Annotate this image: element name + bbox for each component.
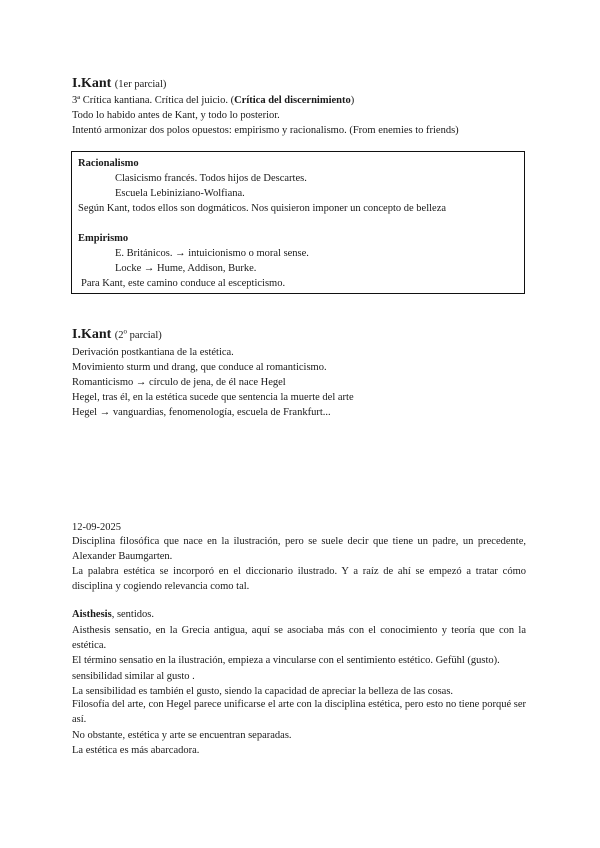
section3-line8: No obstante, estética y arte se encuentran separadas. [72, 730, 292, 741]
empirismo-title [78, 232, 128, 245]
section2-subtitle [114, 327, 162, 341]
section3-date: 12-09-2025 [72, 522, 121, 533]
racionalismo-title [78, 157, 139, 170]
section1-line1-bold: Crítica del discernimiento [234, 95, 351, 106]
empirismo-note: Para Kant, este camino conduce al escepticismo. [81, 278, 286, 289]
section2-line3: Romanticismo → círculo de jena, de él nace Hegel [72, 377, 286, 388]
aisthesis-line [72, 608, 154, 621]
section1-title: I.Kant [72, 76, 112, 91]
section1-line2: Todo lo habido antes de Kant, y todo lo posterior. [72, 110, 280, 121]
section3-para2: La palabra estética se incorporó en el diccionario ilustrado. Y a raíz de ahí se empezó a tratar cómo disciplina y cogiendo relevancia como tal. [72, 566, 526, 592]
section3-para4: El término sensatio en la ilustración, empieza a vincularse con el sentimiento estético. Gefühl (gusto). [72, 655, 500, 666]
section2-title: I.Kant [72, 327, 112, 342]
racionalismo-item2: Escuela Lebiniziano-Wolfiana. [115, 188, 245, 199]
section2-line1: Derivación postkantiana de la estética. [72, 347, 234, 358]
section3-line5: sensibilidad similar al gusto . [72, 671, 195, 682]
racionalismo-title-text: Racionalismo [78, 158, 139, 169]
empirismo-item2: Locke → Hume, Addison, Burke. [115, 263, 257, 274]
section1-line1-text: 3ª Crítica kantiana. Crítica del juicio. ( [72, 95, 235, 106]
aisthesis-bold: Aisthesis [72, 609, 112, 620]
section1-subtitle: (1er parcial) [114, 79, 167, 90]
racionalismo-note: Según Kant, todos ellos son dogmáticos. Nos quisieron imponer un concepto de belleza [78, 203, 447, 214]
aisthesis-rest: , sentidos. [111, 609, 154, 620]
section2-subtitle-post: parcial) [127, 330, 162, 341]
section3-para3: Aisthesis sensatio, en la Grecia antigua, aquí se asociaba más con el conocimiento y teoría que con la estética. [72, 625, 526, 651]
empirismo-item1: E. Británicos. → intuicionismo o moral sense. [115, 248, 309, 259]
section2-subtitle-sup: o [123, 327, 128, 336]
empirismo-title-text: Empirismo [78, 233, 129, 244]
section2-line5: Hegel → vanguardias, fenomenología, escuela de Frankfurt... [72, 407, 331, 418]
section3-line6: La sensibilidad es también el gusto, siendo la capacidad de apreciar la belleza de las cosas. [72, 686, 454, 697]
section2-line2: Movimiento sturm und drang, que conduce al romanticismo. [72, 362, 327, 373]
section2-heading [72, 326, 162, 344]
section1-line1-close: ) [350, 95, 355, 106]
summary-box [71, 151, 525, 294]
section1-line1 [72, 94, 354, 107]
section3-line9: La estética es más abarcadora. [72, 745, 200, 756]
section1-line3: Intentó armonizar dos polos opuestos: empirismo y racionalismo. (From enemies to friends) [72, 125, 459, 136]
racionalismo-item1: Clasicismo francés. Todos hijos de Descartes. [115, 173, 307, 184]
section3-para1: Disciplina filosófica que nace en la ilustración, pero se suele decir que tiene un padre, un precedente, Alexander Baumgarten. [72, 536, 526, 562]
section3-para7: Filosofía del arte, con Hegel parece unificarse el arte con la disciplina estética, pero esto no tiene porqué ser así. [72, 699, 526, 725]
section2-subtitle-pre: (2 [114, 330, 124, 341]
section2-line4: Hegel, tras él, en la estética sucede que sentencia la muerte del arte [72, 392, 354, 403]
section1-heading [72, 75, 166, 93]
